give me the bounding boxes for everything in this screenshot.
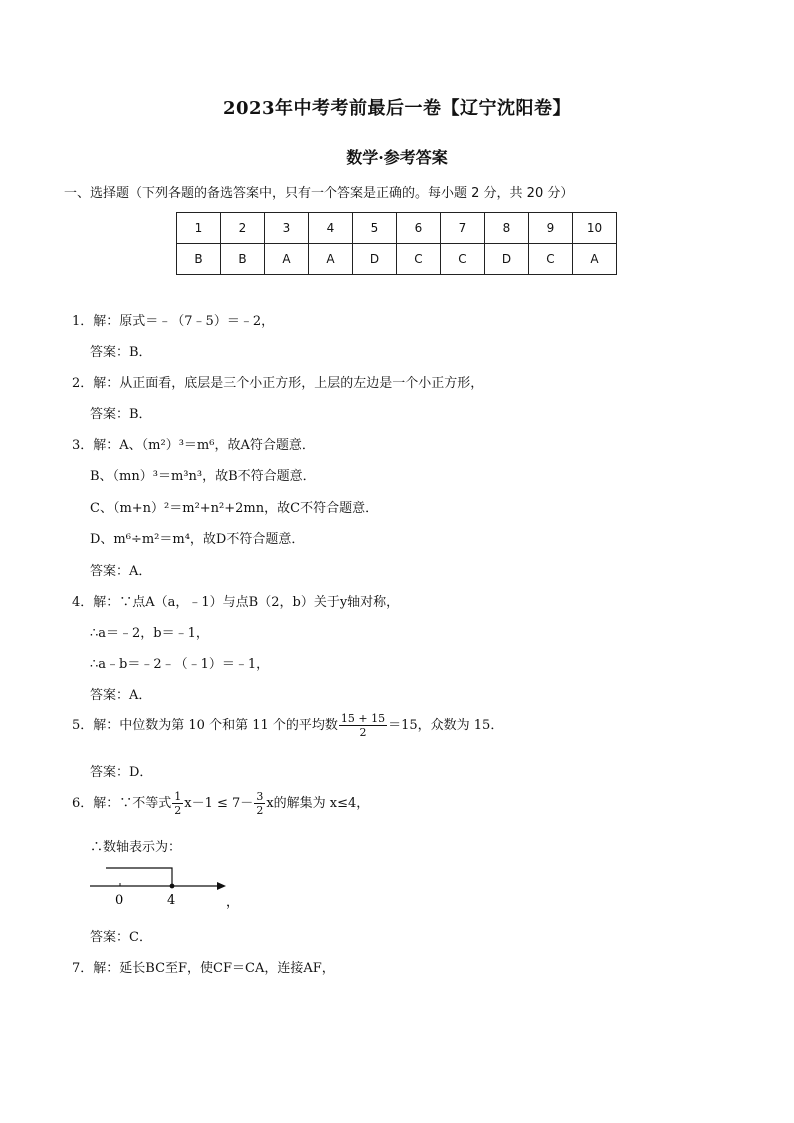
q3-answer: 答案：A． xyxy=(90,564,152,579)
table-cell: 10 xyxy=(573,213,617,244)
q5-fraction xyxy=(339,712,387,739)
q3-option-d: D、m⁶÷m²＝m⁴，故D不符合题意． xyxy=(90,532,305,547)
q5-text-post: ＝15，众数为 15． xyxy=(388,718,504,733)
table-cell: 5 xyxy=(353,213,397,244)
table-cell: C xyxy=(441,244,485,275)
q5-text-pre: 5．解：中位数为第 10 个和第 11 个的平均数 xyxy=(72,718,338,733)
table-cell: D xyxy=(353,244,397,275)
q3-option-a: A、（m²）³＝m⁶，故A符合题意． xyxy=(119,438,315,453)
page-subtitle: 数学·参考答案 xyxy=(346,148,448,167)
number-line-diagram xyxy=(86,862,246,912)
q6-fraction-2 xyxy=(254,790,265,817)
table-cell: A xyxy=(573,244,617,275)
q3-prefix: 3．解： xyxy=(72,438,120,453)
q5-answer: 答案：D． xyxy=(90,765,153,780)
q3-line-a xyxy=(72,434,315,453)
page-title: 2023年中考考前最后一卷【辽宁沈阳卷】 xyxy=(222,98,572,119)
q6-fraction-1 xyxy=(172,790,183,817)
fraction-numerator: 15 + 15 xyxy=(340,712,386,725)
q3-option-c: C、（m+n）²＝m²+n²+2mn，故C不符合题意． xyxy=(90,501,379,516)
fraction-denominator: 2 xyxy=(359,726,367,739)
table-cell: 4 xyxy=(309,213,353,244)
answer-table-answer-row xyxy=(177,244,617,275)
section-heading: 一、选择题（下列各题的备选答案中，只有一个答案是正确的。每小题 2 分，共 20 分） xyxy=(64,186,574,201)
table-cell: A xyxy=(309,244,353,275)
q2-answer: 答案：B． xyxy=(90,407,152,422)
q4-answer: 答案：A． xyxy=(90,688,152,703)
q1-answer: 答案：B． xyxy=(90,345,152,360)
table-cell: 8 xyxy=(485,213,529,244)
answer-table xyxy=(176,212,617,275)
q4-line-3: ∴a﹣b＝﹣2﹣（﹣1）＝﹣1， xyxy=(90,657,270,672)
axis-label-0: 0 xyxy=(115,893,124,908)
answer-table-number-row xyxy=(177,213,617,244)
q6-line-1 xyxy=(72,790,369,817)
table-cell: 7 xyxy=(441,213,485,244)
table-cell: C xyxy=(397,244,441,275)
q6-answer: 答案：C． xyxy=(90,930,152,945)
q4-line-1: 4．解：∵点A（a，﹣1）与点B（2，b）关于y轴对称， xyxy=(72,595,400,610)
arrow-head-icon xyxy=(217,882,226,890)
fraction-denominator: 2 xyxy=(256,804,264,817)
q6-text-pre: 6．解：∵不等式 xyxy=(72,796,172,811)
q6-text-mid: x－1 ≤ 7－ xyxy=(184,796,254,811)
table-cell: C xyxy=(529,244,573,275)
q3-option-b: B、（mn）³＝m³n³，故B不符合题意． xyxy=(90,469,316,484)
table-cell: 2 xyxy=(221,213,265,244)
q6-line-2: ∴数轴表示为： xyxy=(90,840,182,855)
table-cell: B xyxy=(221,244,265,275)
table-cell: 6 xyxy=(397,213,441,244)
fraction-numerator: 1 xyxy=(174,790,182,803)
table-cell: 3 xyxy=(265,213,309,244)
table-cell: 9 xyxy=(529,213,573,244)
q5-line-1 xyxy=(72,712,503,739)
q1-solution: 1．解：原式＝﹣（7﹣5）＝﹣2， xyxy=(72,314,275,329)
table-cell: D xyxy=(485,244,529,275)
solid-point xyxy=(170,884,175,889)
q4-line-2: ∴a＝﹣2，b＝﹣1， xyxy=(90,626,209,641)
q6-text-post: x的解集为 x≤4， xyxy=(266,796,370,811)
fraction-numerator: 3 xyxy=(256,790,264,803)
trailing-comma: ， xyxy=(226,895,240,910)
solution-set-bracket xyxy=(106,868,172,886)
q7-line-1: 7．解：延长BC至F，使CF＝CA，连接AF， xyxy=(72,961,335,976)
axis-label-4: 4 xyxy=(167,893,176,908)
table-cell: 1 xyxy=(177,213,221,244)
table-cell: B xyxy=(177,244,221,275)
q2-solution: 2．解：从正面看，底层是三个小正方形，上层的左边是一个小正方形， xyxy=(72,376,484,391)
fraction-denominator: 2 xyxy=(174,804,182,817)
table-cell: A xyxy=(265,244,309,275)
